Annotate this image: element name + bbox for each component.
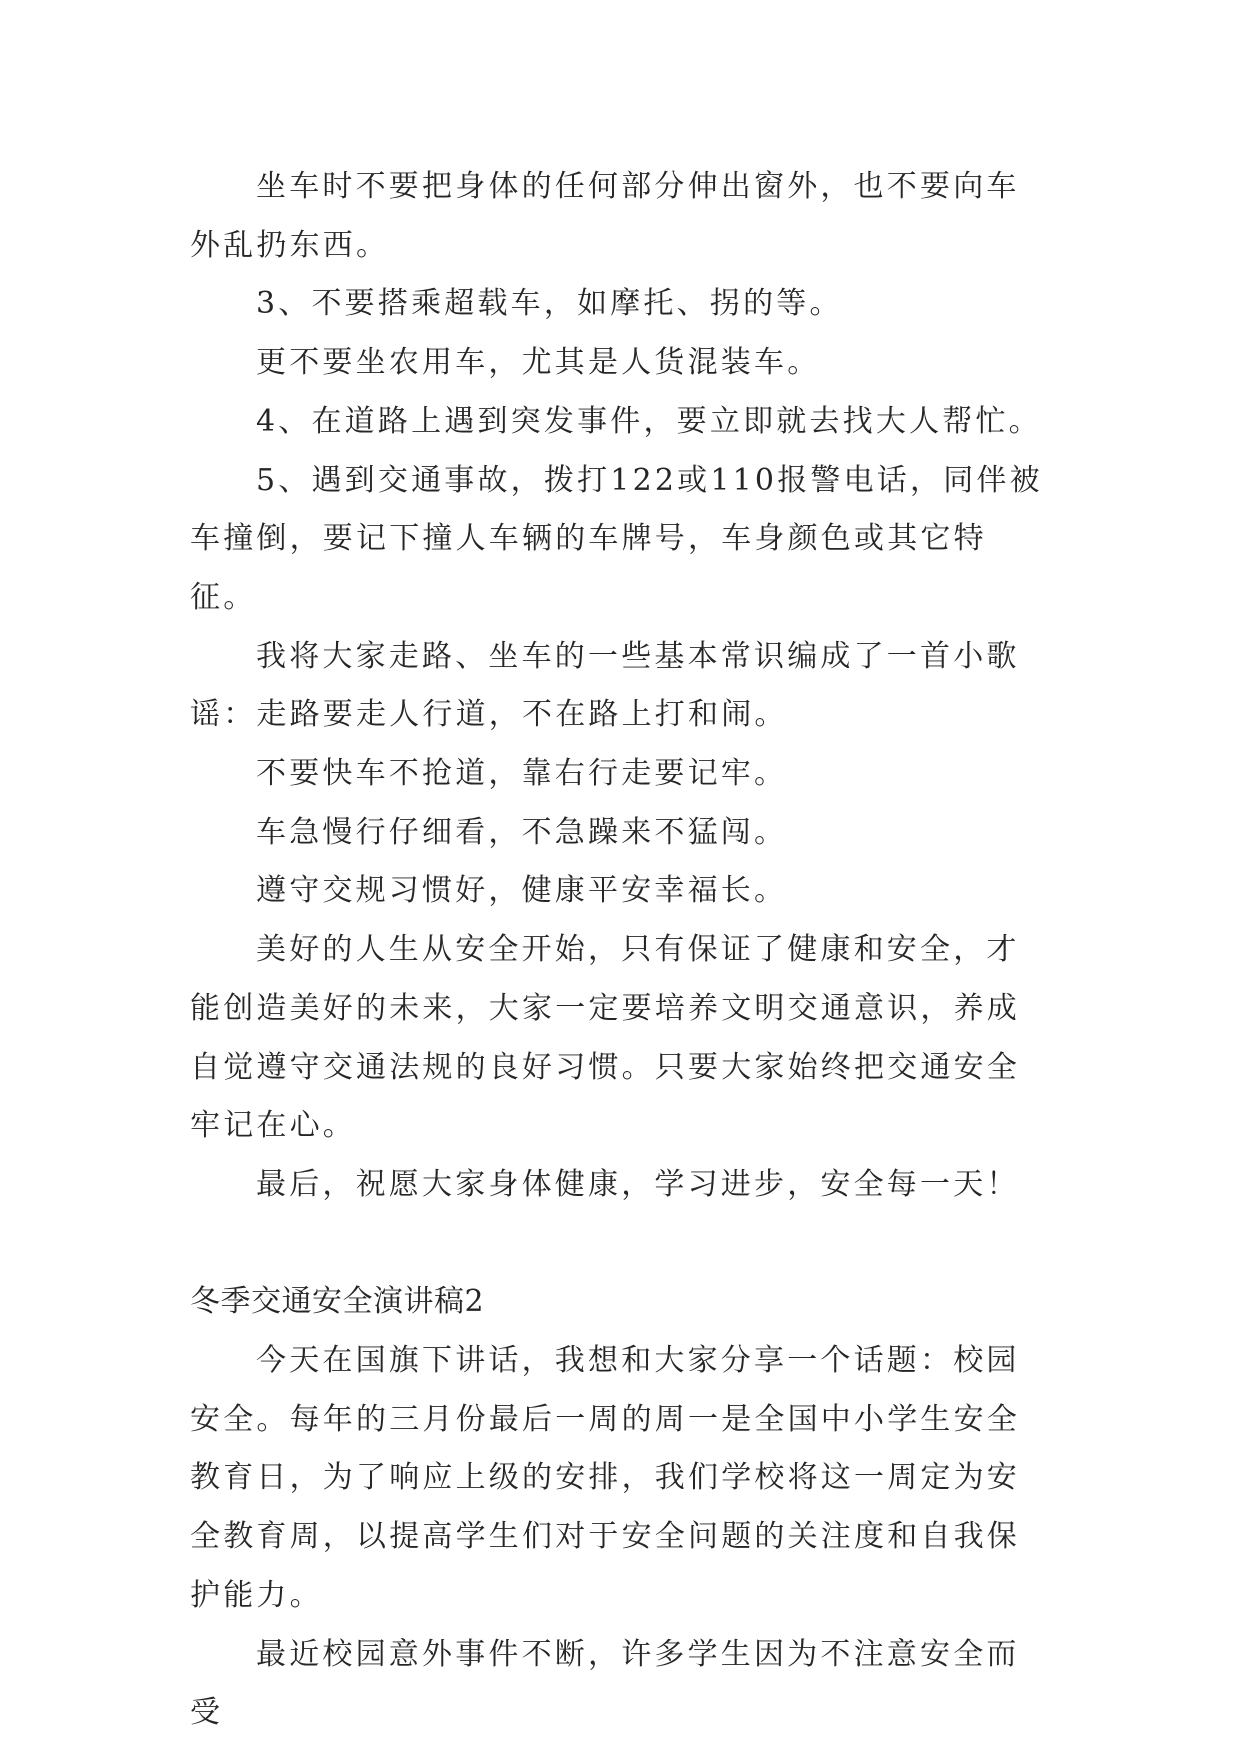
paragraph: 今天在国旗下讲话，我想和大家分享一个话题：校园安全。每年的三月份最后一周的周一是全国中小学生安全教育日，为了响应上级的安排，我们学校将这一周定为安全教育周，以提高学生们对于安全问题的关注度和自我保护能力。 bbox=[190, 1343, 1020, 1613]
paragraph: 不要快车不抢道，靠右行走要记牢。 bbox=[256, 756, 788, 792]
paragraph: 美好的人生从安全开始，只有保证了健康和安全，才能创造美好的未来，大家一定要培养文明交通意识，养成自觉遵守交通法规的良好习惯。只要大家始终把交通安全牢记在心。 bbox=[190, 932, 1020, 1144]
paragraph: 最后，祝愿大家身体健康，学习进步，安全每一天！ bbox=[256, 1166, 1020, 1202]
paragraph: 3、不要搭乘超载车，如摩托、拐的等。 bbox=[256, 286, 843, 322]
paragraph: 更不要坐农用车，尤其是人货混装车。 bbox=[256, 345, 821, 381]
paragraph: 遵守交规习惯好，健康平安幸福长。 bbox=[256, 873, 788, 909]
paragraph: 4、在道路上遇到突发事件，要立即就去找大人帮忙。 bbox=[256, 403, 1042, 439]
paragraph: 坐车时不要把身体的任何部分伸出窗外，也不要向车外乱扔东西。 bbox=[190, 169, 1020, 263]
section-title: 冬季交通安全演讲稿2 bbox=[190, 1284, 485, 1320]
paragraph: 最近校园意外事件不断，许多学生因为不注意安全而受 bbox=[190, 1636, 1020, 1731]
paragraph: 车急慢行仔细看，不急躁来不猛闯。 bbox=[256, 814, 788, 850]
paragraph: 我将大家走路、坐车的一些基本常识编成了一首小歌谣：走路要走人行道，不在路上打和闹。 bbox=[190, 638, 1020, 733]
paragraph: 5、遇到交通事故，拨打122或110报警电话，同伴被车撞倒，要记下撞人车辆的车牌号，车身颜色或其它特征。 bbox=[190, 462, 1043, 615]
document-body bbox=[190, 158, 1050, 1743]
